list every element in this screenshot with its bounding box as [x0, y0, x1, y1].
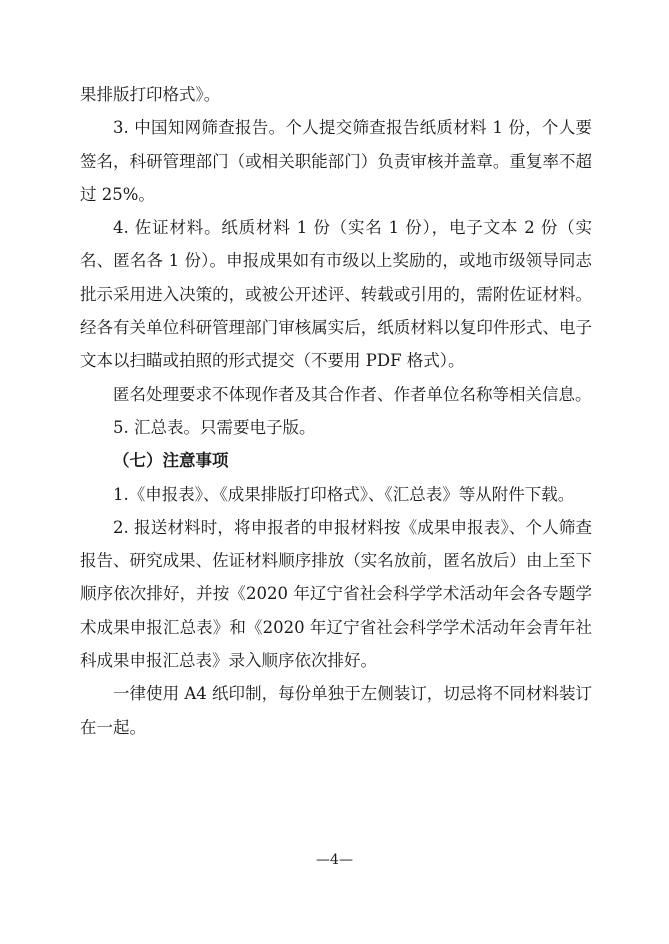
page-number: —4—: [316, 852, 353, 868]
paragraph-item-3: 3. 中国知网筛查报告。个人提交筛查报告纸质材料 1 份，个人要签名，科研管理部门（或相关职能部门）负责审核并盖章。重复率不超过 25%。: [80, 118, 592, 204]
paragraph-item-5: 5. 汇总表。只需要电子版。: [113, 417, 316, 437]
paragraph-note-1: 1.《申报表》、《成果排版打印格式》、《汇总表》等从附件下载。: [113, 484, 575, 504]
paragraph-item-4: 4. 佐证材料。纸质材料 1 份（实名 1 份），电子文本 2 份（实名、匿名各 1 份）。申报成果如有市级以上奖励的，或地市级领导同志批示采用进入决策的，或被公开述评、转载或引用的，需附佐证材料。经各有关单位科研管理部门审核属实后，纸质材料以复印件形式、电子文本以扫瞄或拍照的形式提交（不要用 PDF 格式）。: [80, 218, 592, 371]
paragraph-printing-note: 一律使用 A4 纸印制，每份单独于左侧装订，切忌将不同材料装订在一起。: [80, 684, 592, 737]
document-body: [80, 78, 592, 744]
paragraph-note-2: 2. 报送材料时，将申报者的申报材料按《成果申报表》、个人筛查报告、研究成果、佐证材料顺序排放（实名放前，匿名放后）由上至下顺序依次排好，并按《2020 年辽宁省社会科学学术活动年会各专题学术成果申报汇总表》和《2020 年辽宁省社会科学学术活动年会青年社科成果申报汇总表》录入顺序依次排好。: [80, 517, 592, 671]
paragraph-anonymity-note: 匿名处理要求不体现作者及其合作者、作者单位名称等相关信息。: [113, 384, 592, 404]
paragraph-continuation: 果排版打印格式》。: [80, 85, 221, 104]
section-heading-notes: （七）注意事项: [113, 451, 229, 471]
